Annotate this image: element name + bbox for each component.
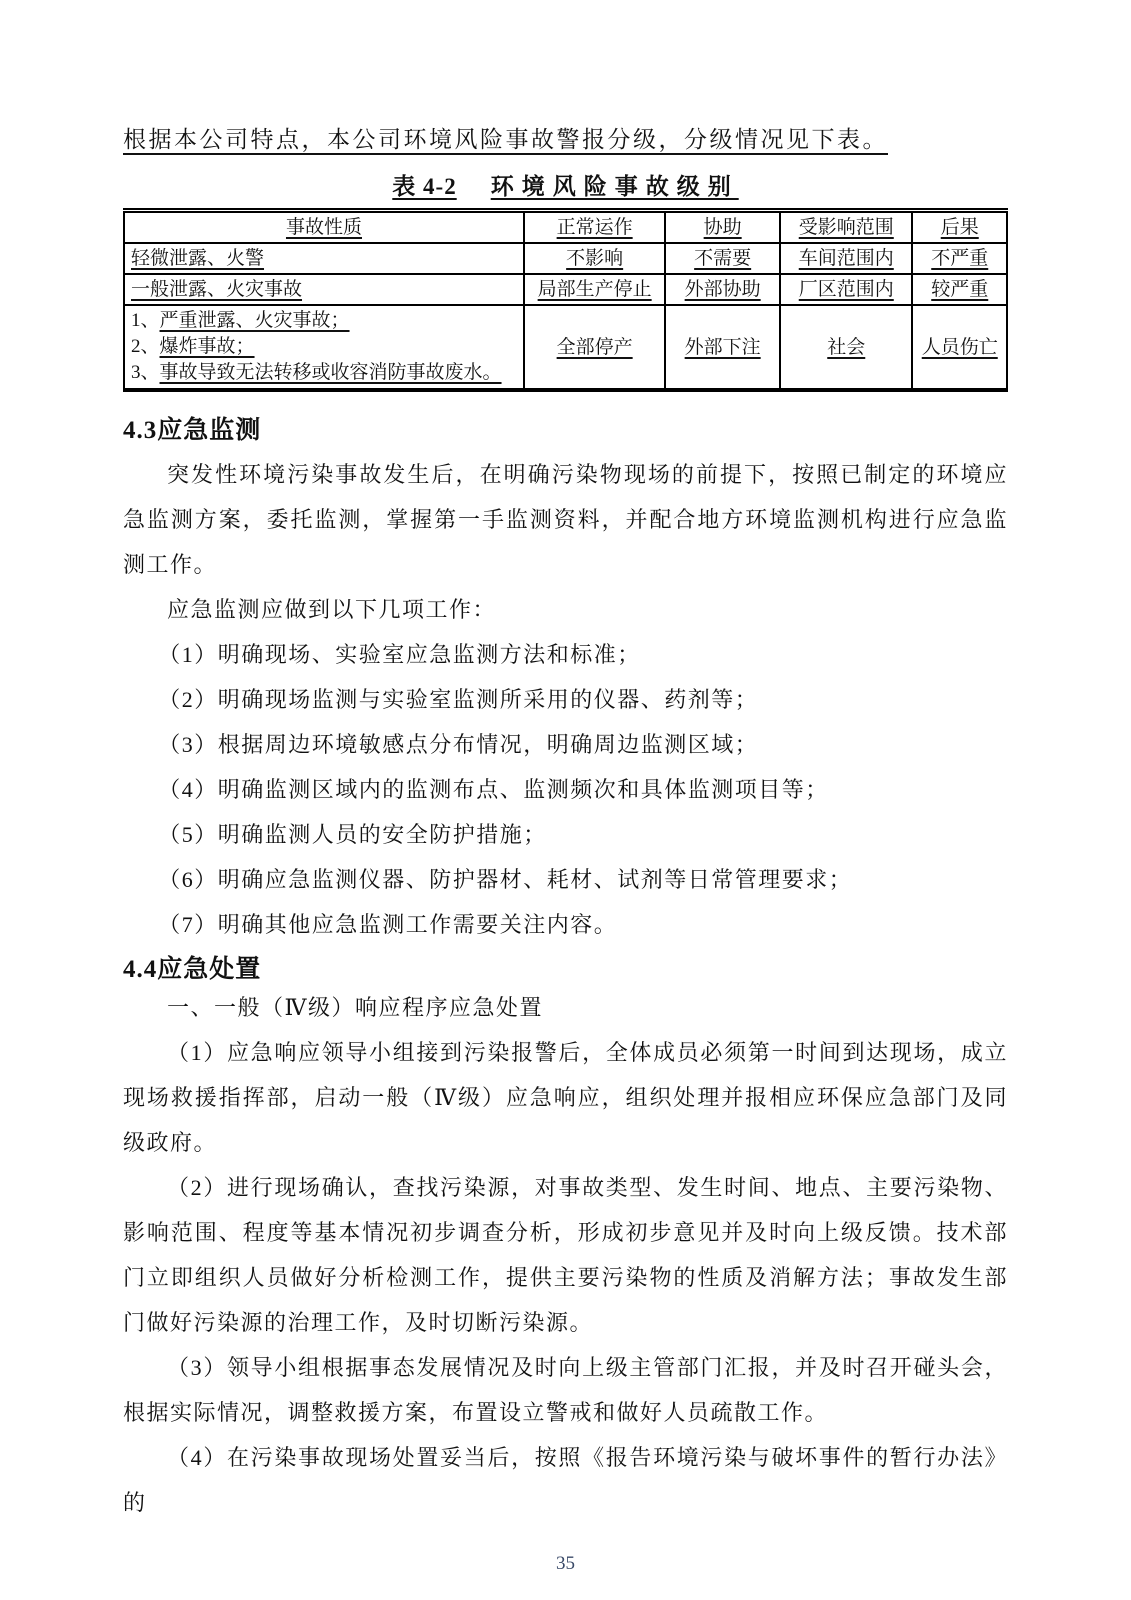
line-number: 3、 <box>131 362 160 383</box>
cell-text: 不影响 <box>566 248 624 269</box>
section-4-3-paragraph: 突发性环境污染事故发生后，在明确污染物现场的前提下，按照已制定的环境应急监测方案，委托监测，掌握第一手监测资料，并配合地方环境监测机构进行应急监测工作。 <box>123 462 1008 577</box>
table-cell <box>665 305 780 390</box>
cell-text: 不严重 <box>931 248 989 269</box>
column-header-consequence <box>912 211 1007 244</box>
cell-text: 外部下注 <box>684 336 761 358</box>
cell-text: 局部生产停止 <box>537 279 652 300</box>
page-number: 35 <box>556 1553 575 1574</box>
list-item: （5）明确监测人员的安全防护措施； <box>158 822 547 847</box>
cell-text: 外部协助 <box>684 279 761 300</box>
list-item: （3）根据周边环境敏感点分布情况，明确周边监测区域； <box>158 732 759 757</box>
table-cell <box>780 305 912 390</box>
cell-text: 车间范围内 <box>798 248 894 269</box>
monitoring-list-lead: 应急监测应做到以下几项工作： <box>167 597 497 622</box>
response-paragraph: （1）应急响应领导小组接到污染报警后，全体成员必须第一时间到达现场，成立现场救援指挥部，启动一般（Ⅳ级）应急响应，组织处理并报相应环保应急部门及同级政府。 <box>123 1040 1008 1155</box>
table-cell <box>912 305 1007 390</box>
table-caption <box>123 174 1008 200</box>
table-cell <box>912 243 1007 274</box>
cell-line <box>131 334 519 360</box>
table-cell <box>124 243 524 274</box>
cell-line <box>131 308 519 334</box>
response-paragraph: （2）进行现场确认，查找污染源，对事故类型、发生时间、地点、主要污染物、影响范围、程度等基本情况初步调查分析，形成初步意见并及时向上级反馈。技术部门立即组织人员做好分析检测工作，提供主要污染物的性质及消解方法；事故发生部门做好污染源的治理工作，及时切断污染源。 <box>123 1175 1008 1335</box>
cell-text: 轻微泄露、火警 <box>131 248 265 269</box>
intro-paragraph: 根据本公司特点，本公司环境风险事故警报分级，分级情况见下表。 <box>123 127 888 152</box>
list-item: （6）明确应急监测仪器、防护器材、耗材、试剂等日常管理要求； <box>158 867 853 892</box>
cell-text: 较严重 <box>931 279 989 300</box>
cell-text: 厂区范围内 <box>798 279 894 300</box>
list-item: （4）明确监测区域内的监测布点、监测频次和具体监测项目等； <box>158 777 829 802</box>
line-text: 事故导致无法转移或收容消防事故废水。 <box>159 362 502 383</box>
header-label: 受影响范围 <box>798 217 894 238</box>
risk-level-table <box>123 208 1008 392</box>
cell-text: 社会 <box>827 336 866 358</box>
table-cell <box>524 274 665 305</box>
list-item: （7）明确其他应急监测工作需要关注内容。 <box>158 912 618 937</box>
cell-line <box>131 360 519 386</box>
column-header-nature <box>124 211 524 244</box>
line-number: 2、 <box>131 336 160 357</box>
column-header-scope <box>780 211 912 244</box>
cell-text: 一般泄露、火灾事故 <box>131 279 303 300</box>
table-header-row <box>124 211 1007 244</box>
line-number: 1、 <box>131 310 160 331</box>
section-4-4-heading: 4.4应急处置 <box>123 956 262 983</box>
header-label: 后果 <box>940 217 979 238</box>
table-row <box>124 243 1007 274</box>
table-row <box>124 305 1007 390</box>
header-label: 正常运作 <box>556 217 633 238</box>
table-cell <box>524 305 665 390</box>
cell-text: 全部停产 <box>556 336 633 358</box>
table-caption-label: 表 4-2 <box>392 174 457 199</box>
table-row <box>124 274 1007 305</box>
monitoring-items-list <box>123 632 1008 947</box>
table-cell <box>124 274 524 305</box>
section-4-3-heading: 4.3应急监测 <box>123 417 262 444</box>
table-cell <box>524 243 665 274</box>
subsection-title: 一、一般（Ⅳ级）响应程序应急处置 <box>167 995 543 1020</box>
header-label: 事故性质 <box>285 217 362 238</box>
column-header-assist <box>665 211 780 244</box>
cell-text: 不需要 <box>694 248 752 269</box>
response-paragraph: （4）在污染事故现场处置妥当后，按照《报告环境污染与破坏事件的暂行办法》的 <box>123 1445 1008 1515</box>
table-cell <box>912 274 1007 305</box>
table-caption-title: 环境风险事故级别 <box>490 174 739 199</box>
cell-text: 人员伤亡 <box>921 336 998 358</box>
line-text: 爆炸事故； <box>159 336 255 357</box>
table-cell <box>780 243 912 274</box>
response-paragraph: （3）领导小组根据事态发展情况及时向上级主管部门汇报，并及时召开碰头会，根据实际情况，调整救援方案，布置设立警戒和做好人员疏散工作。 <box>123 1355 1008 1425</box>
column-header-operation <box>524 211 665 244</box>
table-cell <box>665 243 780 274</box>
list-item: （1）明确现场、实验室应急监测方法和标准； <box>158 642 641 667</box>
table-cell-multiline <box>124 305 524 390</box>
list-item: （2）明确现场监测与实验室监测所采用的仪器、药剂等； <box>158 687 759 712</box>
table-cell <box>665 274 780 305</box>
table-cell <box>780 274 912 305</box>
header-label: 协助 <box>703 217 742 238</box>
line-text: 严重泄露、火灾事故； <box>159 310 350 331</box>
